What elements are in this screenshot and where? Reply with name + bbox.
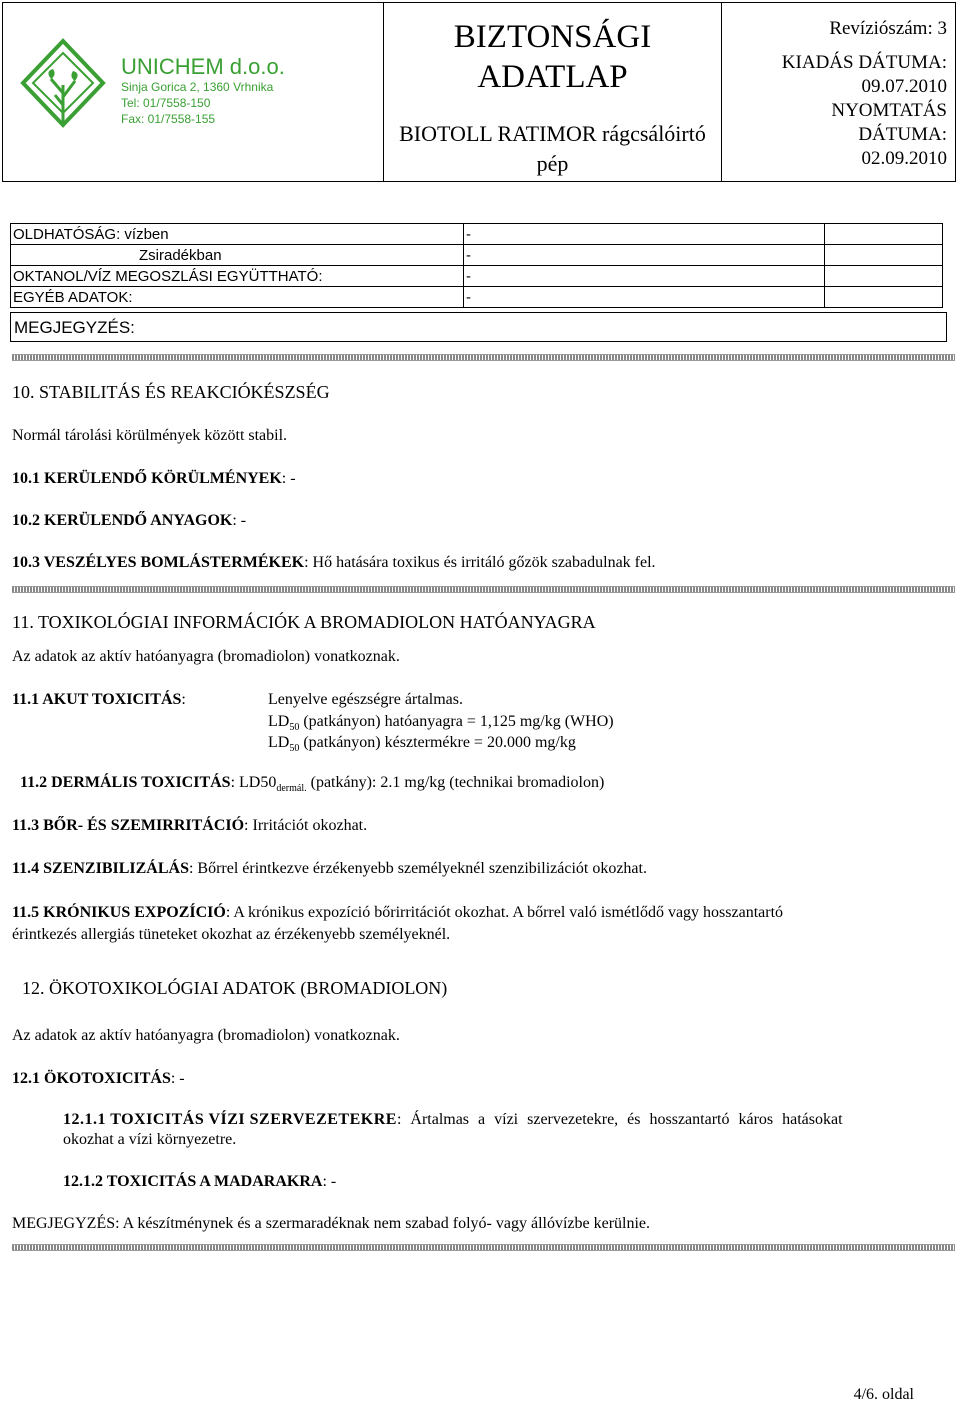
document-header bbox=[2, 2, 956, 182]
aquatic-toxicity-cont: okozhat a vízi környezetre. bbox=[63, 1131, 237, 1148]
ld-text: LD bbox=[268, 734, 290, 751]
company-block bbox=[121, 55, 285, 127]
section-10-title: 10. STABILITÁS ÉS REAKCIÓKÉSZSÉG bbox=[12, 382, 330, 402]
value-10-1: : - bbox=[281, 470, 296, 487]
product-line-2: pép bbox=[536, 151, 569, 176]
aq-value: : Ártalmas a vízi szervezetekre, és hosszantartó káros hatásokat bbox=[396, 1111, 843, 1128]
prop-value: - bbox=[464, 287, 825, 308]
label-10-3: 10.3 VESZÉLYES BOMLÁSTERMÉKEK bbox=[12, 554, 305, 571]
prop-empty bbox=[825, 224, 943, 245]
bird-label: 12.1.2 TOXICITÁS A MADARAKRA bbox=[63, 1173, 323, 1190]
acute-colon: : bbox=[181, 691, 186, 708]
company-fax: Fax: 01/7558-155 bbox=[121, 112, 216, 126]
bird-value: : - bbox=[322, 1173, 337, 1190]
title-line-2: ADATLAP bbox=[477, 59, 628, 95]
dermal-sub: dermál. bbox=[276, 783, 307, 795]
section-10-1 bbox=[12, 469, 296, 489]
label-10-1: 10.1 KERÜLENDŐ KÖRÜLMÉNYEK bbox=[12, 470, 282, 487]
eco-value: : - bbox=[170, 1070, 185, 1087]
value-10-2: : - bbox=[232, 512, 247, 529]
issue-date: 09.07.2010 bbox=[861, 76, 947, 97]
prop-empty bbox=[825, 287, 943, 308]
acute-toxicity-label bbox=[12, 690, 186, 710]
table-row bbox=[11, 287, 943, 308]
section-12-title: 12. ÖKOTOXIKOLÓGIAI ADATOK (BROMADIOLON) bbox=[22, 978, 448, 998]
dermal-pre: : LD50 bbox=[230, 774, 277, 791]
prop-label: Zsiradékban bbox=[11, 245, 464, 266]
section-12-remark: MEGJEGYZÉS: A készítménynek és a szermaradéknak nem szabad folyó- vagy állóvízbe kerülnie. bbox=[12, 1215, 651, 1232]
prop-label: EGYÉB ADATOK: bbox=[11, 287, 464, 308]
dermal-label: 11.2 DERMÁLIS TOXICITÁS bbox=[20, 774, 231, 791]
print-date-label-1: NYOMTATÁS bbox=[831, 100, 947, 121]
section-10-2 bbox=[12, 511, 246, 531]
acute-line-2-text: (patkányon) hatóanyagra = 1,125 mg/kg (WHO) bbox=[299, 713, 614, 730]
acute-label-text: 11.1 AKUT TOXICITÁS bbox=[12, 691, 182, 708]
acute-line-3 bbox=[268, 733, 576, 759]
page-number: 4/6. oldal bbox=[853, 1386, 914, 1403]
skin-irritation bbox=[12, 816, 367, 836]
title-line-1: BIZTONSÁGI bbox=[453, 19, 652, 55]
revision-block bbox=[723, 3, 955, 171]
prop-label: OLDHATÓSÁG: vízben bbox=[11, 224, 464, 245]
section-divider bbox=[12, 354, 955, 361]
unichem-logo-icon bbox=[11, 23, 116, 173]
company-address: Sinja Gorica 2, 1360 Vrhnika bbox=[121, 80, 274, 94]
eco-label: 12.1 ÖKOTOXICITÁS bbox=[12, 1070, 171, 1087]
document-title bbox=[384, 17, 721, 97]
dermal-toxicity bbox=[20, 773, 604, 799]
acute-line-3-text: (patkányon) késztermékre = 20.000 mg/kg bbox=[299, 734, 576, 751]
ld-sub: 50 bbox=[289, 743, 300, 755]
sens-label: 11.4 SZENZIBILIZÁLÁS bbox=[12, 860, 189, 877]
company-name: UNICHEM d.o.o. bbox=[121, 54, 285, 79]
aquatic-toxicity bbox=[63, 1110, 843, 1130]
prop-label: OKTANOL/VÍZ MEGOSZLÁSI EGYÜTTHATÓ: bbox=[11, 266, 464, 287]
sens-value: : Bőrrel érintkezve érzékenyebb személyeknél szenzibilizációt okozhat. bbox=[188, 860, 647, 877]
chronic-exposure-cont: érintkezés allergiás tüneteket okozhat az érzékenyebb személyeknél. bbox=[12, 926, 451, 943]
print-date: 02.09.2010 bbox=[861, 148, 947, 169]
product-line-1: BIOTOLL RATIMOR rágcsálóirtó bbox=[399, 121, 706, 146]
title-block bbox=[383, 3, 722, 181]
sensitization bbox=[12, 859, 647, 879]
issue-date-label: KIADÁS DÁTUMA: bbox=[781, 52, 947, 73]
section-11-intro: Az adatok az aktív hatóanyagra (bromadiolon) vonatkoznak. bbox=[12, 648, 400, 665]
skin-value: : Irritációt okozhat. bbox=[244, 817, 368, 834]
dermal-post: (patkány): 2.1 mg/kg (technikai bromadiolon) bbox=[306, 774, 605, 791]
prop-value: - bbox=[464, 266, 825, 287]
chronic-exposure bbox=[12, 903, 783, 923]
chronic-label: 11.5 KRÓNIKUS EXPOZÍCIÓ bbox=[12, 904, 226, 921]
section-10-3 bbox=[12, 553, 656, 573]
label-10-2: 10.2 KERÜLENDŐ ANYAGOK bbox=[12, 512, 233, 529]
value-10-3: : Hő hatására toxikus és irritáló gőzök szabadulnak fel. bbox=[304, 554, 656, 571]
table-row bbox=[11, 224, 943, 245]
prop-value: - bbox=[464, 245, 825, 266]
ld-sub: 50 bbox=[289, 722, 300, 734]
section-11-title: 11. TOXIKOLÓGIAI INFORMÁCIÓK A BROMADIOLON HATÓANYAGRA bbox=[12, 612, 596, 632]
ecotoxicity bbox=[12, 1069, 185, 1089]
acute-line-1: Lenyelve egészségre ártalmas. bbox=[268, 691, 464, 708]
table-row bbox=[11, 245, 943, 266]
properties-table bbox=[10, 223, 943, 308]
section-10-text: Normál tárolási körülmények között stabil. bbox=[12, 427, 288, 444]
company-tel: Tel: 01/7558-150 bbox=[121, 96, 211, 110]
revision-number: Revíziószám: 3 bbox=[829, 18, 947, 39]
print-date-label-2: DÁTUMA: bbox=[858, 124, 947, 145]
product-name bbox=[384, 119, 721, 179]
prop-value: - bbox=[464, 224, 825, 245]
section-divider bbox=[12, 586, 955, 593]
chronic-value: : A krónikus expozíció bőrirritációt okozhat. A bőrrel való ismétlődő vagy hosszantartó bbox=[225, 904, 784, 921]
table-row bbox=[11, 266, 943, 287]
bird-toxicity bbox=[63, 1172, 336, 1192]
skin-label: 11.3 BŐR- ÉS SZEMIRRITÁCIÓ bbox=[12, 817, 245, 834]
prop-empty bbox=[825, 266, 943, 287]
section-divider bbox=[12, 1244, 955, 1251]
props-remark: MEGJEGYZÉS: bbox=[10, 312, 947, 342]
section-12-intro: Az adatok az aktív hatóanyagra (bromadiolon) vonatkoznak. bbox=[12, 1027, 400, 1044]
prop-empty bbox=[825, 245, 943, 266]
ld-text: LD bbox=[268, 713, 290, 730]
aq-label: 12.1.1 TOXICITÁS VÍZI SZERVEZETEKRE bbox=[63, 1111, 397, 1128]
